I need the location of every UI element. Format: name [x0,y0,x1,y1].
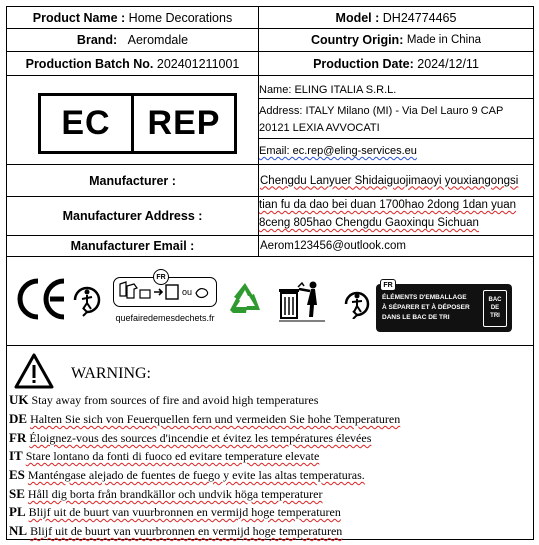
warning-line-uk [9,392,318,408]
batch-cell [7,52,258,75]
warning-language-code: SE [9,486,25,501]
model-value: DH24774465 [382,10,457,25]
row-batch [7,52,533,76]
warning-line-nl [9,523,342,539]
product-name-cell [7,7,258,28]
ec-rep-logo [38,93,237,154]
warning-text: Blijf uit de buurt van vuurbronnen en vermijd hoge temperaturen [30,524,343,538]
warning-line-de [9,411,400,427]
batch-label: Production Batch No. [25,56,154,71]
country-origin-cell [259,29,533,51]
triman-website: quefairedemesdechets.fr [115,313,215,323]
triman-person-icon [69,283,105,317]
warning-language-code: PL [9,504,26,519]
row-product-name [7,7,533,29]
triman-sorting-box [376,281,512,332]
ec-rep-logo-rep: REP [147,104,221,142]
row-manufacturer-email [7,236,533,257]
triman-sorting-text [382,293,470,323]
triman-fr-badge: FR [153,269,169,285]
ec-rep-name: Name: ELING ITALIA S.R.L. [259,84,397,96]
warning-language-code: DE [9,411,28,426]
warning-text: Halten Sie sich von Feuerquellen fern und vermeiden Sie hohe Temperaturen [30,412,401,426]
bac-text3: TRI [490,313,500,319]
triman-info-box [107,269,223,327]
brand-label: Brand: [76,33,118,47]
country-origin-label: Country Origin: [311,33,404,47]
ec-rep-address-line1: Address: ITALY Milano (MI) - Via Del Lauro 9 CAP [259,105,504,117]
svg-text:ou: ou [182,287,193,297]
warning-text: Blijf uit de buurt van vuurbronnen en vermijd hoge temperaturen [28,505,341,519]
row-ec-rep [7,76,533,165]
warning-language-code: IT [9,448,23,463]
manufacturer-email-label: Manufacturer Email : [70,239,195,253]
triman-sorting-fr-badge: FR [380,279,396,291]
batch-value: 202401211001 [156,56,240,71]
bac-text2: DE [490,305,500,311]
warning-line-es [9,467,365,483]
production-date-label: Production Date: [313,56,414,71]
manufacturer-address-line2: 8ceng 805hao Chengdu Gaoxinqu Sichuan [259,217,479,229]
ec-rep-email: Email: ec.rep@eling-services.eu [259,145,417,157]
triman-sorting-line3: DANS LE BAC DE TRI [382,314,450,321]
product-name-value: Home Decorations [128,10,233,25]
warning-line-it [9,448,319,464]
row-brand [7,29,533,52]
manufacturer-value: Chengdu Lanyuer Shidaiguojimaoyi youxiangongsi [260,174,519,187]
row-manufacturer-address [7,197,533,236]
warning-text: Éloignez-vous des sources d'incendie et évitez les températures élevées [29,431,372,445]
warning-language-code: NL [9,523,28,538]
manufacturer-label: Manufacturer : [89,173,176,188]
ce-mark-icon [17,278,67,320]
production-date-value: 2024/12/11 [417,56,479,71]
crossed-bin-icon [277,275,329,327]
model-cell [259,7,533,28]
product-label [6,6,534,540]
row-symbols [7,257,533,346]
warning-text: Håll dig borta från brandkällor och undvik höga temperaturer [27,487,323,501]
production-date-cell [259,52,533,75]
warning-language-code: FR [9,430,27,445]
recycle-icon [225,280,265,320]
manufacturer-email-value: Aerom123456@outlook.com [260,240,406,252]
warning-text: Stay away from sources of fire and avoid high temperatures [31,393,319,407]
ec-rep-logo-ec: EC [41,96,134,151]
bac-text1: BAC [488,297,502,303]
triman-sorting-line2: À SÉPARER ET À DÉPOSER [382,304,470,311]
warning-text: Manténgase alejado de fuentes de fuego y evite las altas temperaturas. [27,468,365,482]
warning-language-code: ES [9,467,25,482]
row-manufacturer [7,165,533,197]
warning-section [7,346,533,540]
manufacturer-address-line1: tian fu da dao bei duan 1700hao 2dong 1dan yuan [259,199,517,211]
model-label: Model : [335,10,380,25]
warning-triangle-icon [13,352,55,390]
country-origin-value: Made in China [406,34,481,46]
warning-text: Stare lontano da fonti di fuoco ed evitare temperature elevate [25,449,320,463]
manufacturer-address-label: Manufacturer Address : [62,209,203,223]
warning-line-pl [9,504,341,520]
warning-title: WARNING: [71,365,151,382]
brand-value: Aeromdale [127,33,189,47]
triman-small-icon [341,289,373,319]
warning-line-se [9,486,322,502]
ec-rep-address-line2: 20121 LEXIA AVVOCATI [259,122,380,134]
brand-cell [7,29,258,51]
product-name-label: Product Name : [32,10,126,25]
warning-language-code: UK [9,392,29,407]
warning-line-fr [9,430,371,446]
triman-sorting-line1: ÉLÉMENTS D'EMBALLAGE [382,294,467,301]
bac-de-tri-bin-icon [483,290,507,327]
